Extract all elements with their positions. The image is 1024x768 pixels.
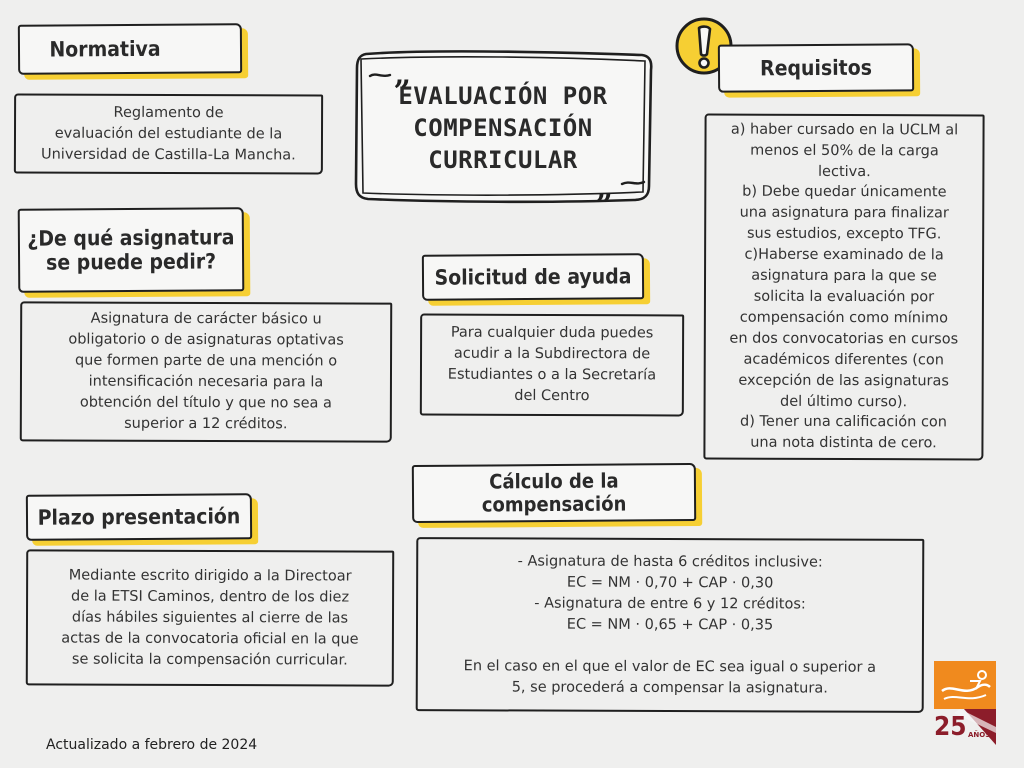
normativa-box	[14, 93, 323, 174]
requisitos-line: una asignatura para finalizar	[739, 205, 949, 222]
ayuda-line: Para cualquier duda puedes	[450, 324, 654, 342]
normativa-line: Reglamento de	[113, 104, 224, 121]
asignatura-line: Asignatura de carácter básico u	[90, 310, 322, 328]
title-line-2: COMPENSACIÓN	[413, 114, 593, 142]
requisitos-line: d) Tener una calificación con	[740, 414, 948, 431]
svg-text:„: „	[596, 171, 614, 206]
requisitos-line: excepción de las asignaturas	[738, 372, 949, 389]
asignatura-heading-line-2: se puede pedir?	[46, 249, 217, 275]
asignatura-box	[20, 301, 392, 442]
requisitos-heading	[718, 43, 914, 92]
requisitos-line: sus estudios, excepto TFG.	[746, 225, 942, 243]
plazo-box	[26, 549, 394, 686]
logo-suffix: AÑOS	[968, 731, 991, 739]
calculo-line: - Asignatura de entre 6 y 12 créditos:	[534, 595, 806, 612]
calculo-heading-text: Cálculo de la compensación	[481, 468, 627, 517]
normativa-line: evaluación del estudiante de la	[54, 125, 283, 142]
requisitos-line: del último curso).	[780, 393, 908, 410]
requisitos-line: lectiva.	[818, 163, 871, 180]
requisitos-line: c)Haberse examinado de la	[744, 246, 944, 264]
title-text	[352, 80, 654, 176]
ayuda-heading-text: Solicitud de ayuda	[434, 264, 632, 290]
plazo-heading-text: Plazo presentación	[37, 504, 241, 530]
footer-updated: Actualizado a febrero de 2024	[46, 737, 258, 753]
asignatura-line: obligatorio o de asignaturas optativas	[68, 331, 344, 349]
ayuda-line: del Centro	[514, 387, 590, 405]
asignatura-line: intensificación necesaria para la	[88, 373, 324, 391]
title-line-3: CURRICULAR	[428, 146, 578, 174]
calculo-formula: EC = NM · 0,70 + CAP · 0,30	[566, 574, 774, 591]
page-title	[352, 46, 654, 208]
ayuda-heading	[422, 253, 644, 301]
normativa-heading	[18, 23, 242, 75]
calculo-formula: EC = NM · 0,65 + CAP · 0,35	[566, 616, 774, 633]
requisitos-line: b) Debe quedar únicamente	[742, 184, 947, 201]
requisitos-line: solicita la evaluación por	[753, 288, 935, 306]
title-line-1: EVALUACIÓN POR	[398, 82, 608, 110]
plazo-line: se solicita la compensación curricular.	[71, 651, 348, 668]
logo-number: 25	[934, 712, 967, 742]
asignatura-line: que formen parte de una mención o	[74, 352, 338, 370]
requisitos-box	[703, 114, 984, 461]
normativa-heading-text: Normativa	[49, 36, 161, 62]
asignatura-heading-line-1: ¿De qué asignatura	[27, 225, 235, 251]
requisitos-line: compensación como mínimo	[739, 309, 949, 327]
plazo-line: días hábiles siguientes al cierre de las	[71, 609, 349, 626]
calculo-line: En el caso en el que el valor de EC sea igual o superior a	[463, 657, 877, 676]
svg-text:„: „	[394, 57, 412, 92]
requisitos-line: académicos diferentes (con	[743, 351, 945, 369]
requisitos-heading-text: Requisitos	[760, 55, 872, 81]
plazo-line: de la ETSI Caminos, dentro de los diez	[71, 588, 350, 605]
calculo-heading	[412, 463, 696, 523]
calculo-line: - Asignatura de hasta 6 créditos inclusive:	[517, 552, 823, 571]
calculo-box	[416, 537, 925, 713]
plazo-line: Mediante escrito dirigido a la Directoar	[68, 567, 352, 584]
plazo-line: actas de la convocatoria oficial en la que	[61, 629, 359, 648]
ayuda-line: acudir a la Subdirectora de	[453, 345, 651, 363]
ayuda-line: Estudiantes o a la Secretaría	[447, 366, 657, 384]
anniversary-logo	[934, 661, 996, 745]
plazo-heading	[26, 493, 252, 541]
requisitos-line: a) haber cursado en la UCLM al	[730, 121, 959, 139]
asignatura-line: superior a 12 créditos.	[124, 415, 288, 433]
normativa-line: Universidad de Castilla-La Mancha.	[40, 146, 296, 163]
calculo-line: 5, se procederá a compensar la asignatura.	[511, 678, 828, 697]
requisitos-line: una nota distinta de cero.	[750, 435, 937, 452]
asignatura-line: obtención del título y que no sea a	[79, 394, 332, 412]
asignatura-heading	[18, 207, 245, 293]
requisitos-line: en dos convocatorias en cursos	[729, 330, 959, 348]
ayuda-box	[420, 314, 684, 417]
requisitos-line: asignatura para la que se	[751, 267, 937, 285]
requisitos-line: menos el 50% de la carga	[750, 142, 939, 159]
